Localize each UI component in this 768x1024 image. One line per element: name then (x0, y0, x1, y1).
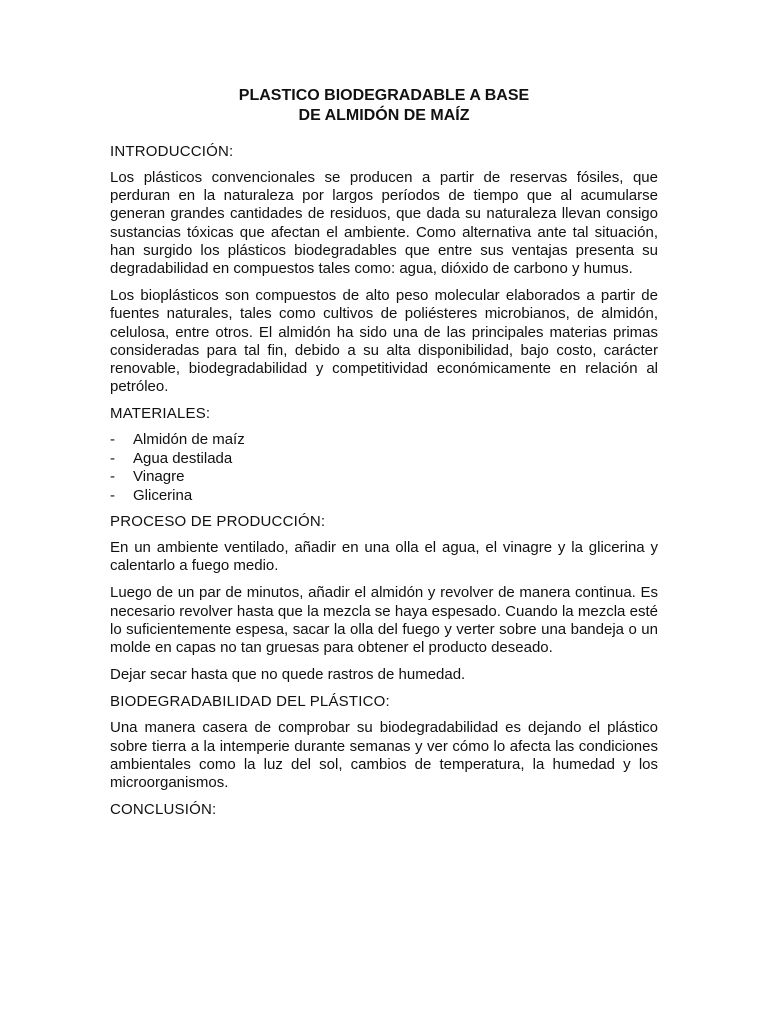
document-page (110, 86, 658, 827)
paragraph-introduccion-1: Los plásticos convencionales se producen a partir de reservas fósiles, que perduran en la naturaleza por largos períodos de tiempo que al acumularse generan grandes cantidades de residuos, que dada su naturaleza llevan consigo sustancias tóxicas que afectan el ambiente. Como alternativa ante tal situación, han surgido los plásticos biodegradables que entre sus ventajas presenta su degradabilidad en compuestos tales como: agua, dióxido de carbono y humus. (110, 169, 658, 278)
list-item (110, 468, 658, 486)
heading-materiales: MATERIALES: (110, 405, 211, 423)
list-item (110, 450, 658, 468)
paragraph-introduccion-2: Los bioplásticos son compuestos de alto peso molecular elaborados a partir de fuentes naturales, tales como cultivos de poliésteres microbianos, de almidón, celulosa, entre otros. El almidón ha sido una de las principales materias primas consideradas para tal fin, debido a su alta disponibilidad, bajo costo, carácter renovable, biodegradabilidad y competitividad económicamente en relación al petróleo. (110, 287, 658, 396)
paragraph-biodegradabilidad-1: Una manera casera de comprobar su biodegradabilidad es dejando el plástico sobre tierra a la intemperie durante semanas y ver cómo lo afecta las condiciones ambientales como la luz del sol, cambios de temperatura, la humedad y los microorganismos. (110, 719, 658, 792)
heading-biodegradabilidad: BIODEGRADABILIDAD DEL PLÁSTICO: (110, 693, 390, 711)
list-item-text: Almidón de maíz (133, 431, 245, 449)
list-item-text: Agua destilada (133, 449, 233, 467)
list-bullet: - (110, 431, 115, 449)
list-bullet: - (110, 468, 115, 486)
document-title (110, 86, 658, 126)
materials-list (110, 431, 658, 505)
list-bullet: - (110, 486, 115, 504)
list-item (110, 431, 658, 449)
heading-introduccion: INTRODUCCIÓN: (110, 143, 234, 160)
paragraph-proceso-1: En un ambiente ventilado, añadir en una olla el agua, el vinagre y la glicerina y calentarlo a fuego medio. (110, 539, 658, 575)
heading-proceso: PROCESO DE PRODUCCIÓN: (110, 513, 326, 531)
list-bullet: - (110, 449, 115, 467)
heading-conclusion: CONCLUSIÓN: (110, 801, 217, 819)
list-item-text: Glicerina (133, 486, 193, 504)
title-line-2: DE ALMIDÓN DE MAÍZ (298, 107, 470, 124)
list-item (110, 487, 658, 505)
paragraph-proceso-3: Dejar secar hasta que no quede rastros de humedad. (110, 666, 466, 684)
paragraph-proceso-2: Luego de un par de minutos, añadir el almidón y revolver de manera continua. Es necesario revolver hasta que la mezcla se haya espesado. Cuando la mezcla esté lo suficientemente espesa, sacar la olla del fuego y verter sobre una bandeja o un molde en capas no tan gruesas para obtener el producto deseado. (110, 584, 658, 657)
title-line-1: PLASTICO BIODEGRADABLE A BASE (238, 87, 530, 104)
list-item-text: Vinagre (133, 468, 185, 486)
